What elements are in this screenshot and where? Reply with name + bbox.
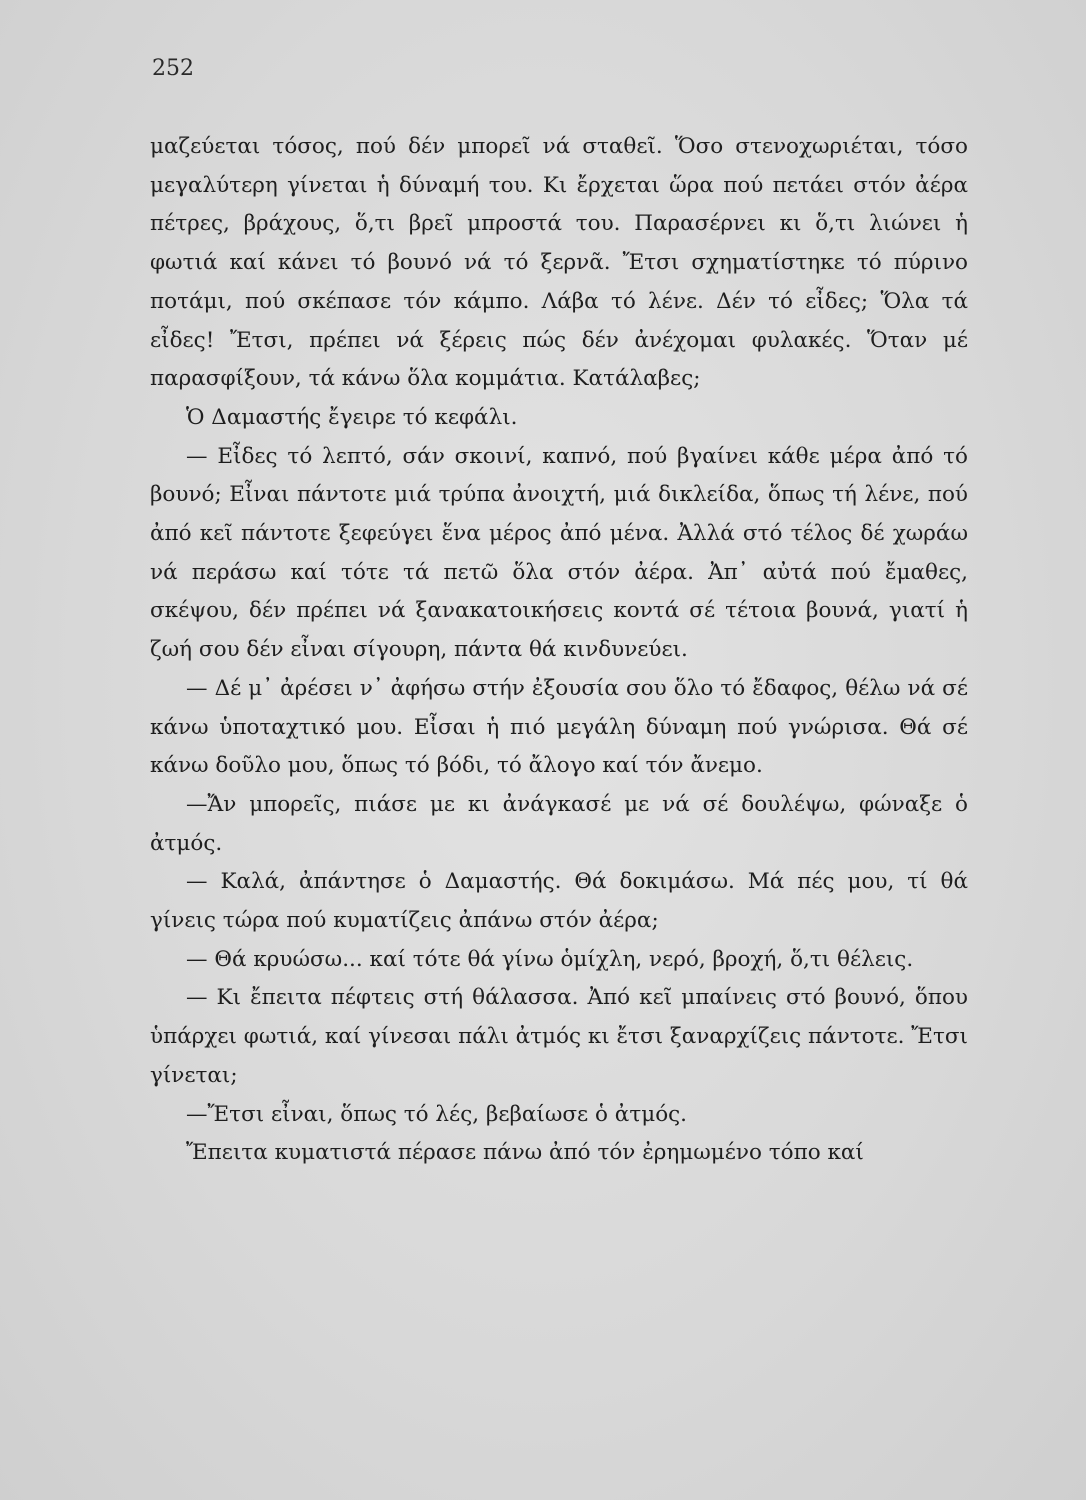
paragraph-8: — Κι ἔπειτα πέφτεις στή θάλασσα. Ἀπό κεῖ μπαίνεις στό βουνό, ὅπου ὑπάρχει φωτιά, καί γίνεσαι πάλι ἀτμός κι ἔτσι ξαναρχίζεις πάντοτε. Ἔτσι γίνεται;	[150, 985, 968, 1088]
paragraph-4: — Δέ μ᾽ ἀρέσει ν᾽ ἀφήσω στήν ἐξουσία σου ὅλο τό ἔδαφος, θέλω νά σέ κάνω ὑποταχτικό μου. Εἶσαι ἡ πιό μεγάλη δύναμη πού γνώρισα. Θά σέ κάνω δοῦλο μου, ὅπως τό βόδι, τό ἄλογο καί τόν ἄνεμο.	[150, 675, 968, 779]
paragraph-1: μαζεύεται τόσος, πού δέν μπορεῖ νά σταθεῖ. Ὅσο στενοχωριέται, τόσο μεγαλύτερη γίνεται ἡ δύναμή του. Κι ἔρχεται ὥρα πού πετάει στόν ἀέρα πέτρες, βράχους, ὅ,τι βρεῖ μπροστά του. Παρασέρνει κι ὅ,τι λιώνει ἡ φωτιά καί κάνει τό βουνό νά τό ξερνᾶ. Ἔτσι σχηματίστηκε τό πύρινο ποτάμι, πού σκέπασε τόν κάμπο. Λάβα τό λένε. Δέν τό εἶδες; Ὅλα τά εἶδες! Ἔτσι, πρέπει νά ξέρεις πώς δέν ἀνέχομαι φυλακές. Ὅταν μέ παρασφίξουν, τά κάνω ὅλα κομμάτια. Κατάλαβες;	[150, 134, 968, 392]
paragraph-5: —Ἄν μπορεῖς, πιάσε με κι ἀνάγκασέ με νά σέ δουλέψω, φώναξε ὁ ἀτμός.	[150, 791, 968, 856]
paragraph-2: Ὁ Δαμαστής ἔγειρε τό κεφάλι.	[186, 404, 518, 430]
paragraph-6: — Καλά, ἀπάντησε ὁ Δαμαστής. Θά δοκιμάσω. Μά πές μου, τί θά γίνεις τώρα πού κυματίζεις ἀπάνω στόν ἀέρα;	[150, 869, 968, 934]
paragraph-10: Ἔπειτα κυματιστά πέρασε πάνω ἀπό τόν ἐρημωμένο τόπο καί	[186, 1140, 864, 1166]
page-number: 252	[152, 56, 194, 81]
paragraph-7: — Θά κρυώσω... καί τότε θά γίνω ὁμίχλη, νερό, βροχή, ὅ,τι θέλεις.	[186, 946, 914, 972]
paragraph-3: — Εἶδες τό λεπτό, σάν σκοινί, καπνό, πού βγαίνει κάθε μέρα ἀπό τό βουνό; Εἶναι πάντοτε μιά τρύπα ἀνοιχτή, μιά δικλείδα, ὅπως τή λένε, πού ἀπό κεῖ πάντοτε ξεφεύγει ἕνα μέρος ἀπό μένα. Ἀλλά στό τέλος δέ χωράω νά περάσω καί τότε τά πετῶ ὅλα στόν ἀέρα. Ἀπ᾽ αὐτά πού ἔμαθες, σκέψου, δέν πρέπει νά ξανακατοικήσεις κοντά σέ τέτοια βουνά, γιατί ἡ ζωή σου δέν εἶναι σίγουρη, πάντα θά κινδυνεύει.	[150, 443, 968, 663]
body-text	[150, 128, 968, 1173]
paragraph-9: —Ἔτσι εἶναι, ὅπως τό λές, βεβαίωσε ὁ ἀτμός.	[186, 1101, 688, 1127]
